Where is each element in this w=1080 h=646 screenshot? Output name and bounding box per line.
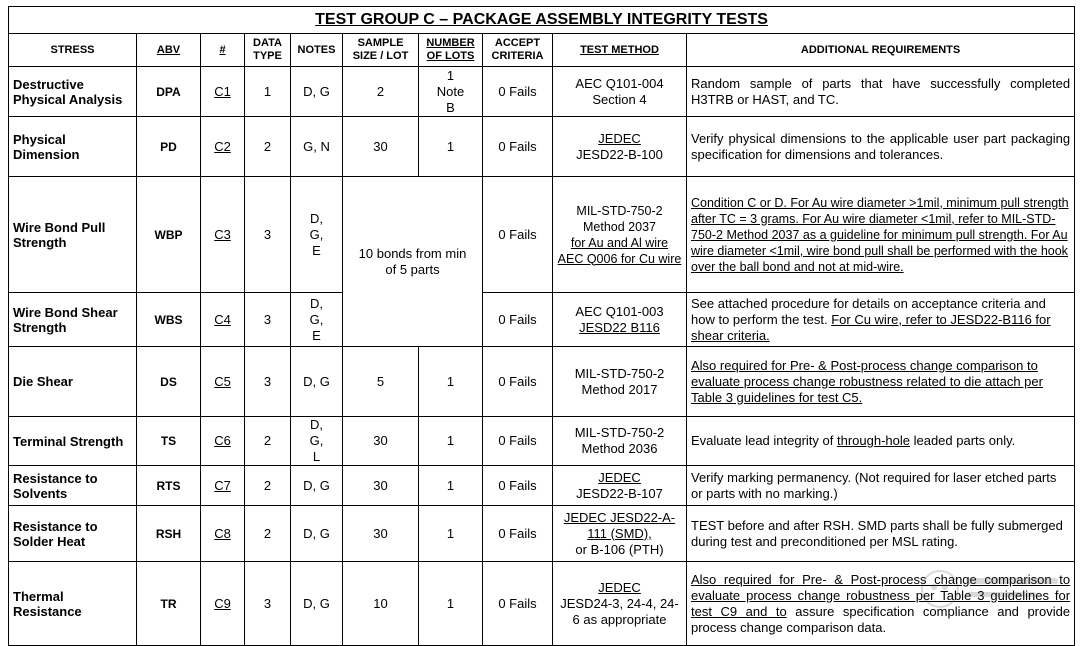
data-type-cell: 3 xyxy=(245,562,291,646)
test-number-link[interactable]: C7 xyxy=(201,466,245,506)
table-row xyxy=(9,67,1075,117)
test-method-line-2: JESD22-B-107 xyxy=(576,485,663,501)
additional-requirements-cell: TEST before and after RSH. SMD parts shall be fully submerged during test and preconditioned per MSL rating. xyxy=(687,506,1075,562)
header-test-method: TEST METHOD xyxy=(553,34,687,67)
test-method-line-2: or B-106 (PTH) xyxy=(575,541,664,557)
additional-requirements-tail: assure specification compliance and provide process change comparison data. xyxy=(691,603,1071,635)
stress-cell: Thermal Resistance xyxy=(9,562,137,646)
abv-cell: WBS xyxy=(137,293,201,347)
abv-cell: DS xyxy=(137,347,201,417)
header-data-type: DATA TYPE xyxy=(245,34,291,67)
abv-cell: RTS xyxy=(137,466,201,506)
data-type-cell: 2 xyxy=(245,417,291,466)
lots-cell: 1 xyxy=(419,417,483,466)
accept-criteria-cell: 0 Fails xyxy=(483,347,553,417)
additional-requirements-term: through-hole xyxy=(836,433,910,448)
abv-cell: TS xyxy=(137,417,201,466)
stress-cell: Wire Bond Pull Strength xyxy=(9,177,137,293)
notes-cell: D, G, L xyxy=(291,417,343,466)
test-method-line-1: AEC Q101-003 xyxy=(575,303,664,319)
abv-cell: PD xyxy=(137,117,201,177)
sample-size-cell: 30 xyxy=(343,417,419,466)
header-abv: ABV xyxy=(137,34,201,67)
test-method-line-2: JESD22-B-100 xyxy=(576,146,663,162)
additional-requirements-text: Also required for Pre- & Post-process change comparison to evaluate process change robustness per Table 3 guidelines for test C9 and to xyxy=(691,571,1071,619)
accept-criteria-cell: 0 Fails xyxy=(483,562,553,646)
test-method-cell xyxy=(553,562,687,646)
test-method-cell: MIL-STD-750-2 Method 2017 xyxy=(553,347,687,417)
additional-requirements-tail: leaded parts only. xyxy=(909,433,1016,448)
stress-cell: Terminal Strength xyxy=(9,417,137,466)
table-row xyxy=(9,117,1075,177)
test-method-cell xyxy=(553,293,687,347)
table-title: TEST GROUP C – PACKAGE ASSEMBLY INTEGRITY TESTS xyxy=(315,11,768,28)
lots-cell: 1 xyxy=(419,117,483,177)
table-row xyxy=(9,466,1075,506)
test-number-link[interactable]: C1 xyxy=(201,67,245,117)
notes-cell: D, G xyxy=(291,562,343,646)
notes-cell: D, G, E xyxy=(291,177,343,293)
stress-cell: Die Shear xyxy=(9,347,137,417)
table-row xyxy=(9,506,1075,562)
additional-requirements-text: Evaluate lead integrity of xyxy=(691,433,837,448)
header-number-of-lots: NUMBER OF LOTS xyxy=(419,34,483,67)
accept-criteria-cell: 0 Fails xyxy=(483,466,553,506)
test-method-line-1: JEDEC JESD22-A-111 (SMD), xyxy=(563,509,676,541)
additional-requirements-cell: Also required for Pre- & Post-process change comparison to evaluate process change robustness related to die attach per Table 3 guidelines for test C5. xyxy=(687,347,1075,417)
accept-criteria-cell: 0 Fails xyxy=(483,117,553,177)
table-row xyxy=(9,347,1075,417)
test-number-link[interactable]: C2 xyxy=(201,117,245,177)
test-method-cell xyxy=(553,466,687,506)
notes-cell: D, G xyxy=(291,466,343,506)
test-number-link[interactable]: C3 xyxy=(201,177,245,293)
abv-cell: RSH xyxy=(137,506,201,562)
sample-size-merged-cell: 10 bonds from min of 5 parts xyxy=(343,177,483,347)
test-method-line-2: JESD22 B116 xyxy=(579,319,660,335)
accept-criteria-cell: 0 Fails xyxy=(483,506,553,562)
sample-size-cell: 2 xyxy=(343,67,419,117)
header-number: # xyxy=(201,34,245,67)
notes-cell: D, G xyxy=(291,347,343,417)
test-method-line-1: MIL-STD-750-2 Method 2037 xyxy=(576,203,663,234)
additional-requirements-cell xyxy=(687,293,1075,347)
abv-cell: DPA xyxy=(137,67,201,117)
data-type-cell: 2 xyxy=(245,466,291,506)
test-group-table-wrapper xyxy=(8,6,1074,646)
sample-size-cell: 10 xyxy=(343,562,419,646)
abv-cell: WBP xyxy=(137,177,201,293)
test-number-link[interactable]: C4 xyxy=(201,293,245,347)
header-accept-criteria: ACCEPT CRITERIA xyxy=(483,34,553,67)
table-row xyxy=(9,177,1075,293)
lots-cell: 1 xyxy=(419,506,483,562)
table-row xyxy=(9,417,1075,466)
data-type-cell: 2 xyxy=(245,506,291,562)
abv-cell: TR xyxy=(137,562,201,646)
stress-cell: Wire Bond Shear Strength xyxy=(9,293,137,347)
test-number-link[interactable]: C8 xyxy=(201,506,245,562)
header-sample-size: SAMPLE SIZE / LOT xyxy=(343,34,419,67)
test-method-line-1: JEDEC xyxy=(598,469,641,485)
stress-cell: Resistance to Solder Heat xyxy=(9,506,137,562)
notes-cell: G, N xyxy=(291,117,343,177)
notes-cell: D, G xyxy=(291,506,343,562)
additional-requirements-cell xyxy=(687,417,1075,466)
sample-size-cell: 5 xyxy=(343,347,419,417)
additional-requirements-note: For Cu wire, refer to JESD22-B116 for shear criteria. xyxy=(691,311,1051,343)
header-stress: STRESS xyxy=(9,34,137,67)
test-number-link[interactable]: C5 xyxy=(201,347,245,417)
test-method-cell: AEC Q101-004 Section 4 xyxy=(553,67,687,117)
test-method-line-2: for Au and Al wire AEC Q006 for Cu wire xyxy=(557,235,682,266)
accept-criteria-cell: 0 Fails xyxy=(483,293,553,347)
notes-cell: D, G xyxy=(291,67,343,117)
accept-criteria-cell: 0 Fails xyxy=(483,67,553,117)
data-type-cell: 3 xyxy=(245,177,291,293)
lots-cell: 1 xyxy=(419,347,483,417)
notes-cell: D, G, E xyxy=(291,293,343,347)
test-method-line-1: JEDEC xyxy=(598,579,641,595)
stress-cell: Resistance to Solvents xyxy=(9,466,137,506)
data-type-cell: 1 xyxy=(245,67,291,117)
data-type-cell: 2 xyxy=(245,117,291,177)
sample-size-cell: 30 xyxy=(343,117,419,177)
additional-requirements-cell: Condition C or D. For Au wire diameter >1mil, minimum pull strength after TC = 3 grams. For Au wire diameter <1mil, refer to MIL-STD-750-2 Method 2037 as a guideline for minimum pull strength. For Au wire diameter <1mil, wire bond pull shall be performed with the hook over the ball bond and not at mid-wire. xyxy=(687,177,1075,293)
additional-requirements-cell: Verify marking permanency. (Not required for laser etched parts or parts with no marking.) xyxy=(687,466,1075,506)
stress-cell: Physical Dimension xyxy=(9,117,137,177)
test-method-cell xyxy=(553,117,687,177)
test-method-line-1: JEDEC xyxy=(598,130,641,146)
table-row xyxy=(9,293,1075,347)
test-method-cell xyxy=(553,177,687,293)
lots-cell: 1 xyxy=(419,466,483,506)
test-group-table xyxy=(8,6,1075,646)
lots-cell: 1 Note B xyxy=(419,67,483,117)
table-title-cell xyxy=(9,7,1075,34)
lots-cell: 1 xyxy=(419,562,483,646)
sample-size-cell: 30 xyxy=(343,466,419,506)
test-number-link[interactable]: C6 xyxy=(201,417,245,466)
header-additional-requirements: ADDITIONAL REQUIREMENTS xyxy=(687,34,1075,67)
header-row xyxy=(9,34,1075,67)
test-number-link[interactable]: C9 xyxy=(201,562,245,646)
data-type-cell: 3 xyxy=(245,347,291,417)
test-method-cell xyxy=(553,506,687,562)
accept-criteria-cell: 0 Fails xyxy=(483,417,553,466)
additional-requirements-text: See attached procedure for details on acceptance criteria and how to perform the test. xyxy=(691,295,1046,327)
table-row xyxy=(9,562,1075,646)
accept-criteria-cell: 0 Fails xyxy=(483,177,553,293)
additional-requirements-cell xyxy=(687,562,1075,646)
header-notes: NOTES xyxy=(291,34,343,67)
stress-cell: Destructive Physical Analysis xyxy=(9,67,137,117)
test-method-line-2: JESD24-3, 24-4, 24-6 as appropriate xyxy=(560,595,679,627)
sample-size-cell: 30 xyxy=(343,506,419,562)
additional-requirements-cell: Verify physical dimensions to the applicable user part packaging specification for dimensions and tolerances. xyxy=(687,117,1075,177)
data-type-cell: 3 xyxy=(245,293,291,347)
additional-requirements-cell: Random sample of parts that have successfully completed H3TRB or HAST, and TC. xyxy=(687,67,1075,117)
test-method-cell: MIL-STD-750-2 Method 2036 xyxy=(553,417,687,466)
